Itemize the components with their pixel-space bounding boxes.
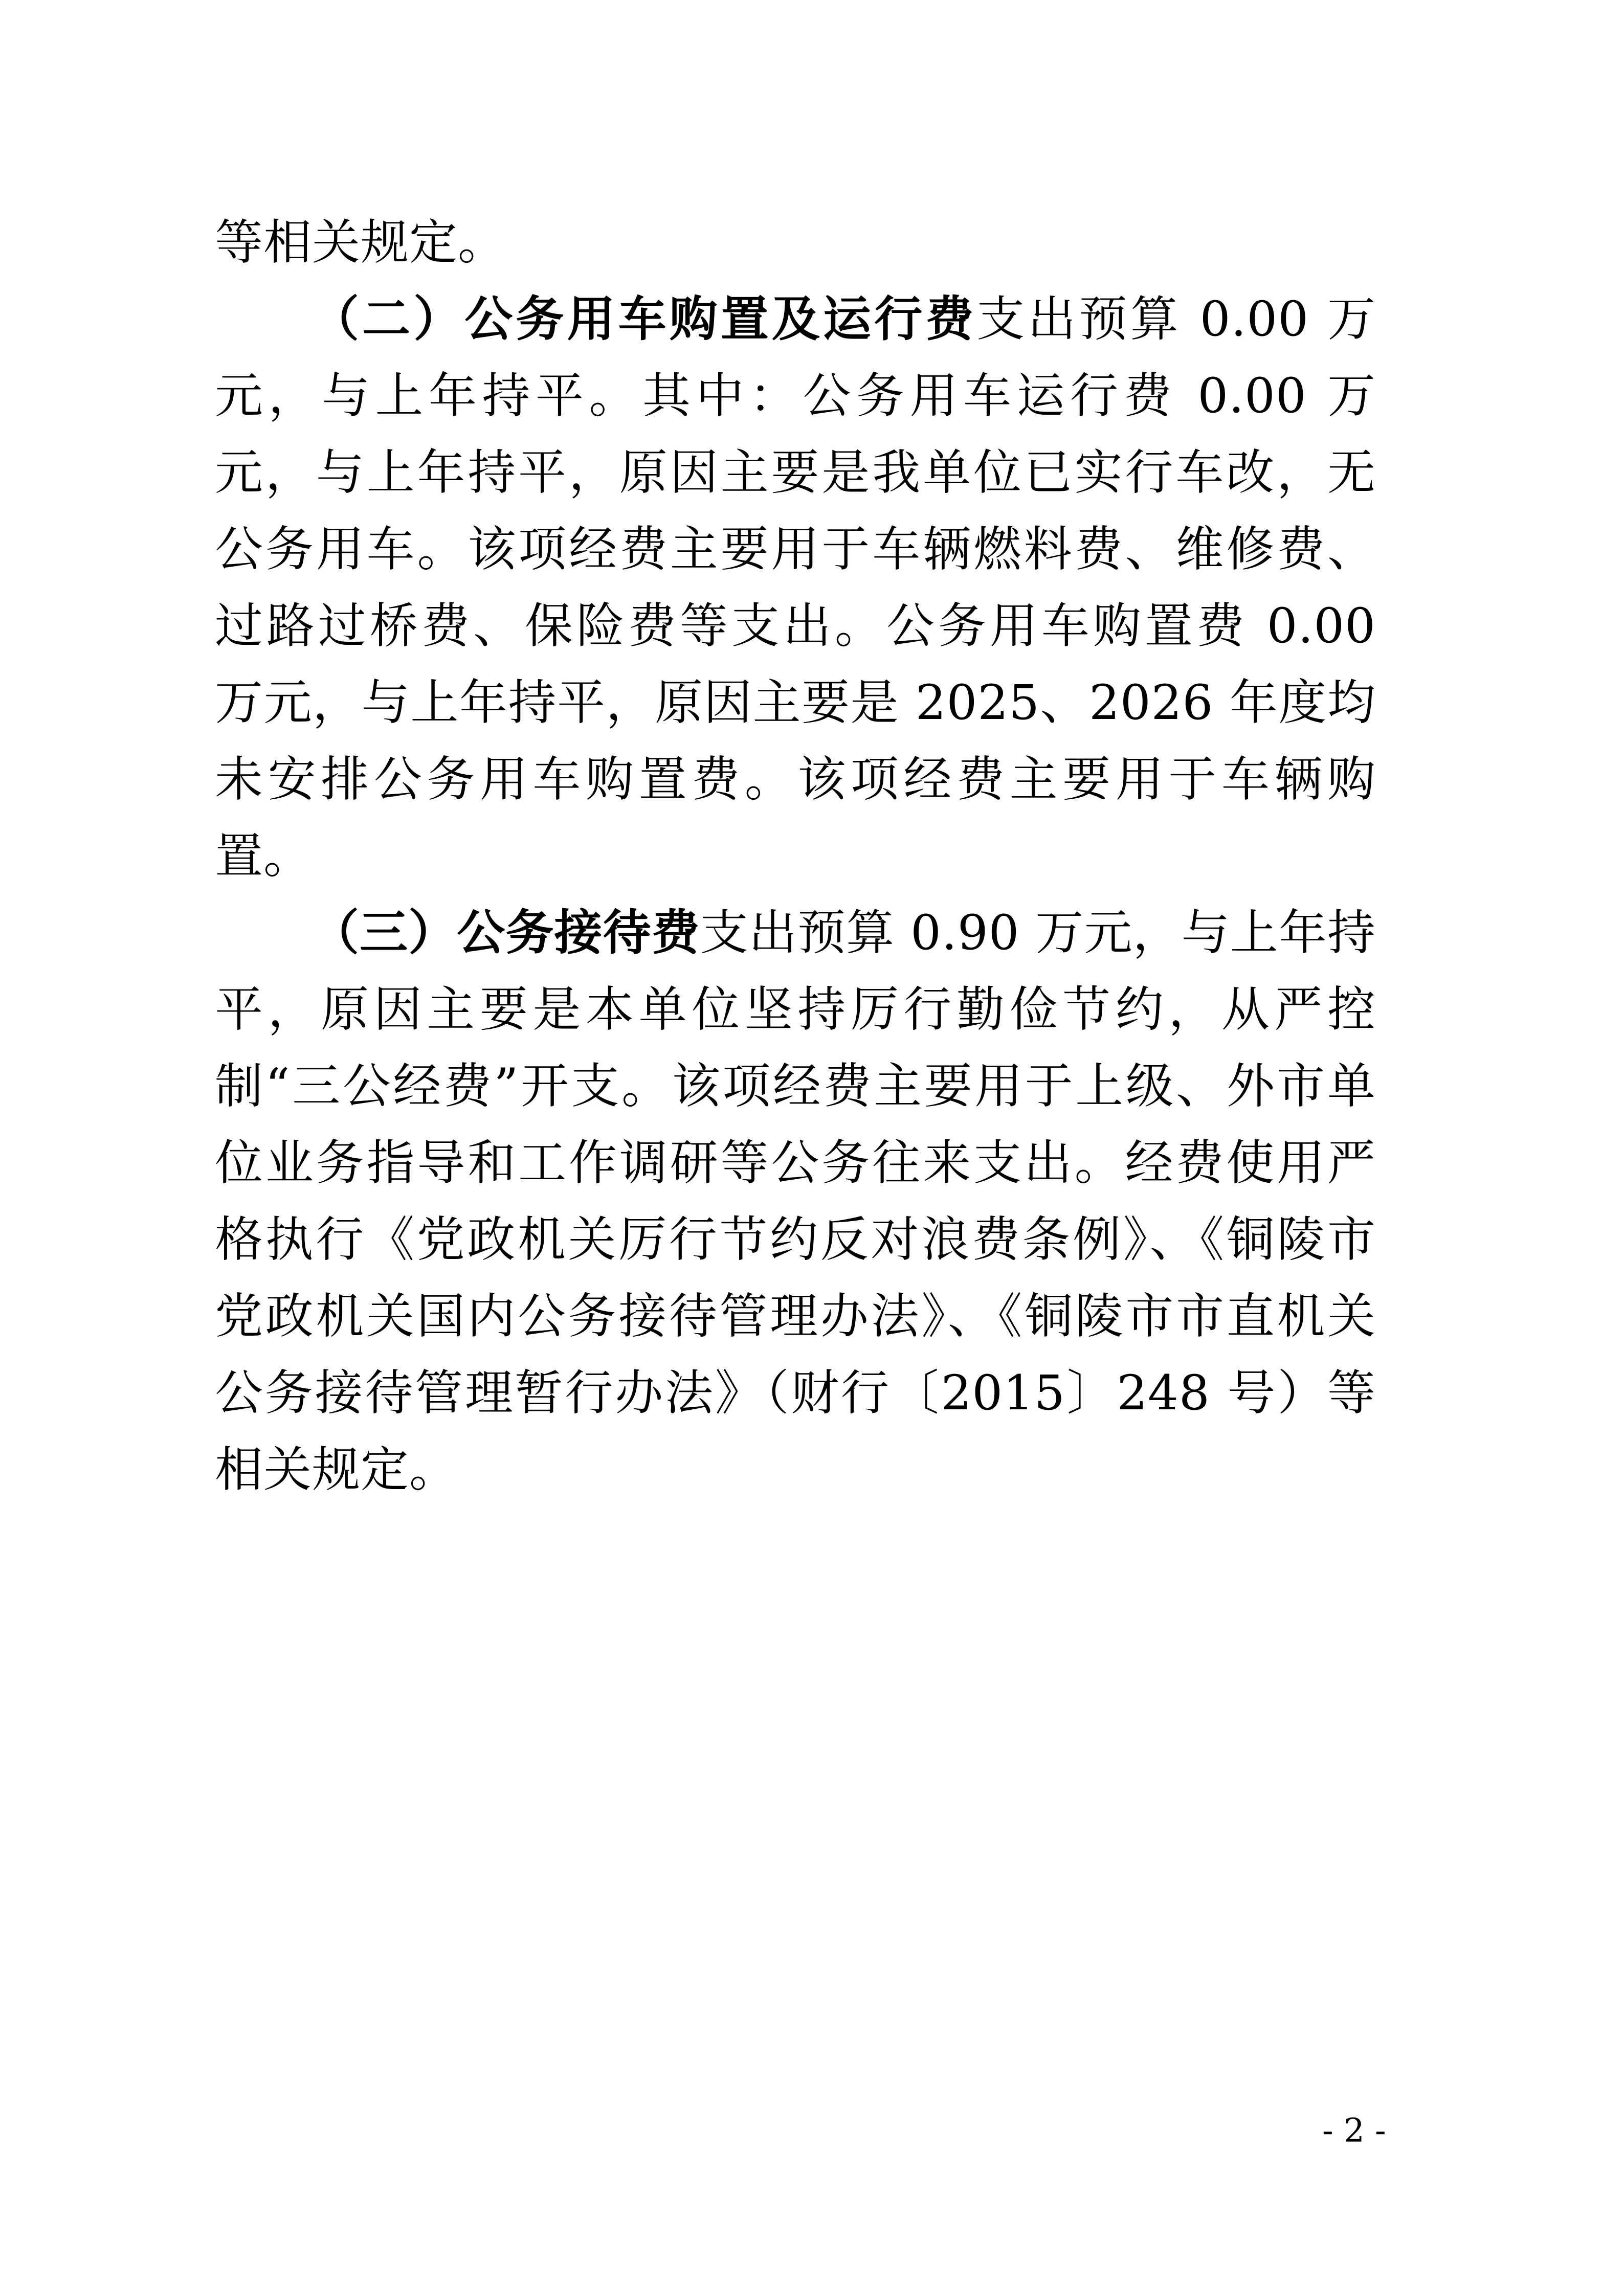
document-body: [215, 205, 1376, 1509]
paragraph: [215, 281, 1376, 895]
paragraph: [215, 205, 1376, 281]
bold-text-segment: （三）公务接待费: [311, 905, 700, 961]
text-segment: 支出预算 0.90 万元，与上年持平，原因主要是本单位坚持厉行勤俭节约，从严控制“三公经费”开支。该项经费主要用于上级、外市单位业务指导和工作调研等公务往来支出。经费使用严格执行《党政机关厉行节约反对浪费条例》、《铜陵市党政机关国内公务接待管理办法》、《铜陵市市直机关公务接待管理暂行办法》（财行〔2015〕248 号）等相关规定。: [215, 905, 1376, 1498]
paragraph: [215, 895, 1376, 1509]
page-number: - 2 -: [1322, 2112, 1386, 2150]
text-segment: 支出预算 0.00 万元，与上年持平。其中：公务用车运行费 0.00 万元，与上年持平，原因主要是我单位已实行车改，无公务用车。该项经费主要用于车辆燃料费、维修费、过路过桥费、保险费等支出。公务用车购置费 0.00 万元，与上年持平，原因主要是 2025、2026 年度均未安排公务用车购置费。该项经费主要用于车辆购置。: [215, 291, 1376, 884]
text-segment: 等相关规定。: [215, 215, 507, 271]
bold-text-segment: （二）公务用车购置及运行费: [311, 291, 977, 347]
